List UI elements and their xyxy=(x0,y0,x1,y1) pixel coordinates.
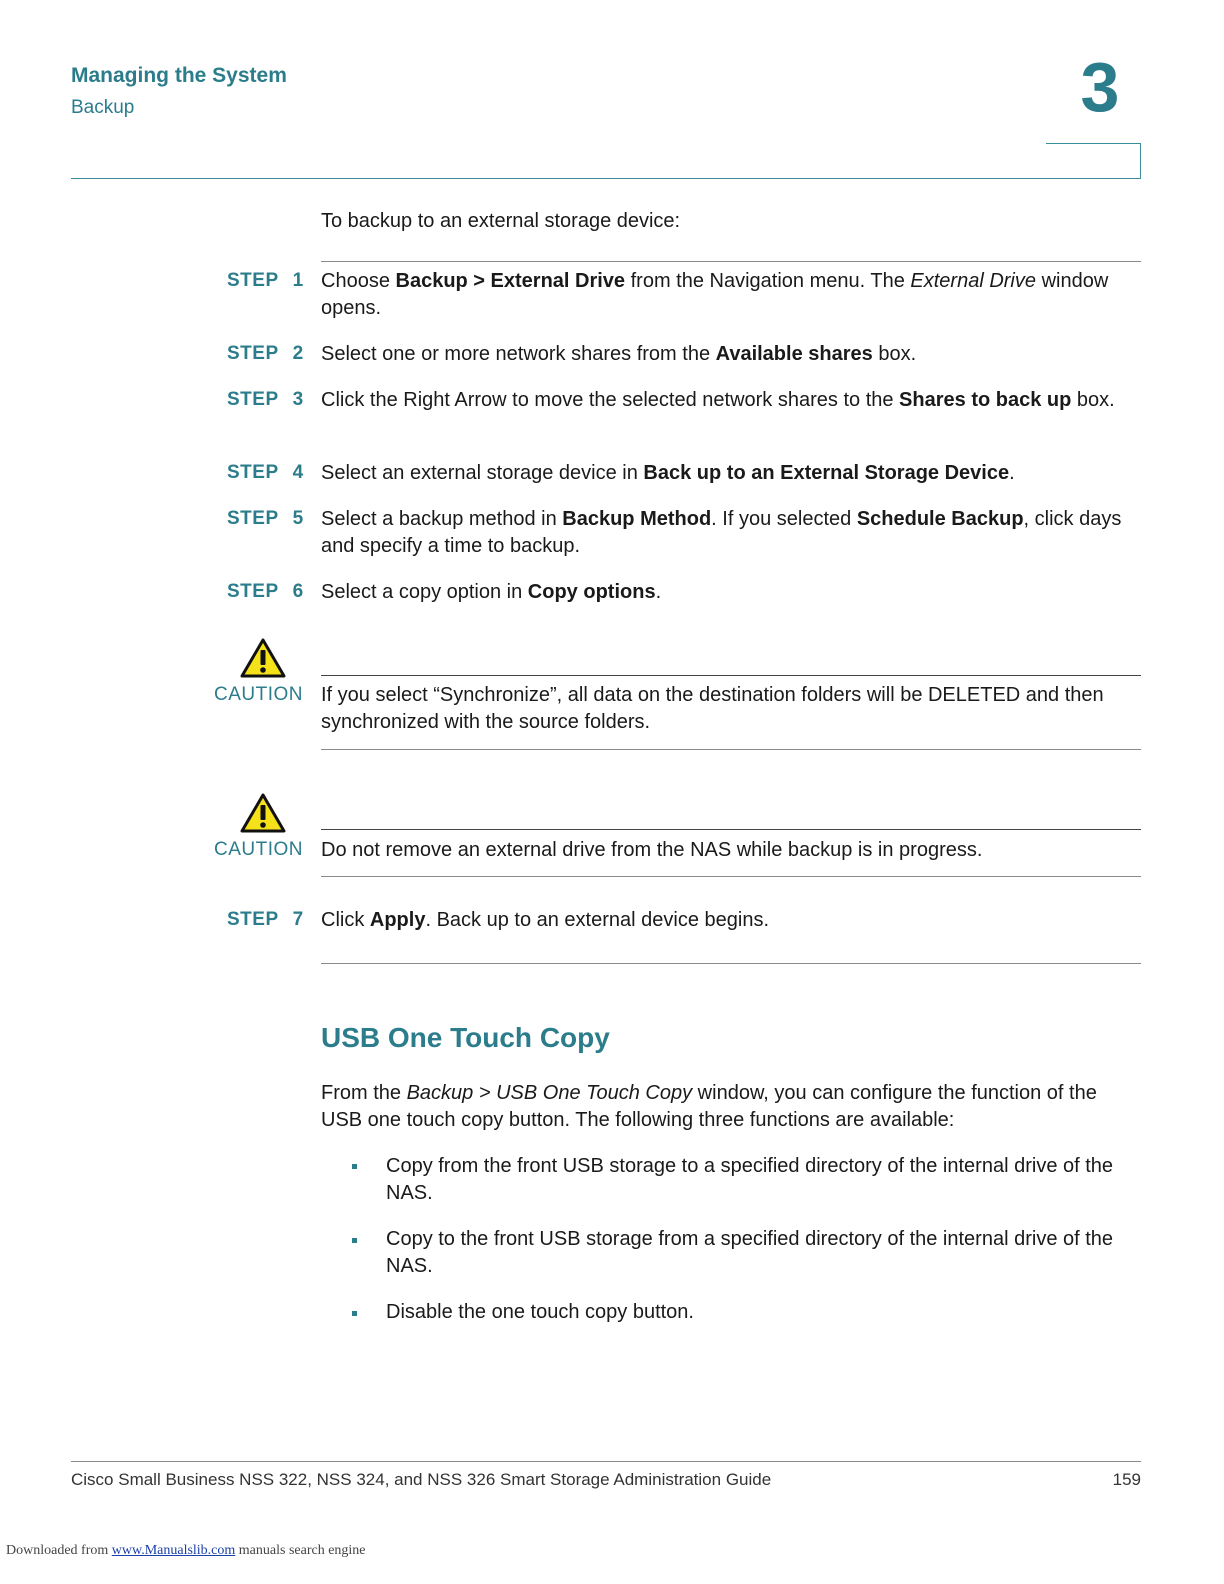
step-4-text-a: Select an external storage device in xyxy=(321,462,644,484)
step-5-text-b: . If you selected xyxy=(711,508,857,530)
step-label-4 xyxy=(227,462,304,484)
intro-text: To backup to an external storage device: xyxy=(321,210,681,232)
step-label-1 xyxy=(227,270,304,292)
step-5-text-a: Select a backup method in xyxy=(321,508,563,530)
bullet-item-2: Copy to the front USB storage from a specified directory of the internal drive of the NAS. xyxy=(386,1228,1114,1277)
header-rule xyxy=(71,178,1141,179)
usb-intro-italic: Backup > USB One Touch Copy xyxy=(406,1082,693,1104)
step-5-text-c: , click days and specify a time to backup. xyxy=(321,508,1122,557)
step-text-7 xyxy=(321,907,1141,934)
step-number: 5 xyxy=(292,508,304,529)
step-5-bold-a: Backup Method xyxy=(562,508,712,530)
steps-top-rule xyxy=(321,261,1141,262)
chapter-box-top-rule xyxy=(1046,143,1141,144)
download-note-suffix: manuals search engine xyxy=(235,1543,366,1558)
section-name: Backup xyxy=(71,97,135,118)
step-3-bold: Shares to back up xyxy=(899,389,1072,411)
usb-intro-text xyxy=(321,1080,1141,1134)
step-label-6 xyxy=(227,581,304,603)
step-text-3 xyxy=(321,387,1141,414)
footer-rule xyxy=(71,1461,1141,1462)
download-note-prefix: Downloaded from xyxy=(6,1543,112,1558)
caution-warning-icon xyxy=(240,638,286,678)
chapter-number: 3 xyxy=(1080,48,1120,126)
bullet-item-3: Disable the one touch copy button. xyxy=(386,1301,694,1323)
step-word: STEP xyxy=(227,909,279,930)
step-6-bold: Copy options xyxy=(527,581,656,603)
usb-intro-a: From the xyxy=(321,1082,407,1104)
step-1-text-c: window opens. xyxy=(321,270,1109,319)
section-title: USB One Touch Copy xyxy=(321,1022,610,1053)
step-1-text-a: Choose xyxy=(321,270,396,292)
step-7-bold: Apply xyxy=(369,909,426,931)
steps-bottom-rule xyxy=(321,963,1141,964)
step-number: 1 xyxy=(292,270,304,291)
step-number: 2 xyxy=(292,343,304,364)
usb-intro-b: window, you can configure the function of the USB one touch copy button. The following three functions are available: xyxy=(321,1082,1097,1131)
step-2-bold: Available shares xyxy=(715,343,873,365)
chapter-title: Managing the System xyxy=(71,64,287,87)
caution-label-1: CAUTION xyxy=(214,684,303,705)
manualslib-link[interactable]: www.Manualslib.com xyxy=(111,1543,236,1558)
step-3-text-a: Click the Right Arrow to move the selected network shares to the xyxy=(321,389,900,411)
step-1-bold-a: Backup > External Drive xyxy=(395,270,626,292)
bullet-item-1: Copy from the front USB storage to a specified directory of the internal drive of the NAS. xyxy=(386,1155,1114,1204)
caution-text-1: If you select “Synchronize”, all data on the destination folders will be DELETED and then synchronized with the source folders. xyxy=(321,684,1104,733)
step-number: 4 xyxy=(292,462,304,483)
caution-1-top-rule xyxy=(321,675,1141,676)
step-label-3 xyxy=(227,389,304,411)
step-label-2 xyxy=(227,343,304,365)
step-word: STEP xyxy=(227,343,279,364)
step-6-text-b: . xyxy=(655,581,662,603)
step-text-5 xyxy=(321,506,1141,560)
step-label-7 xyxy=(227,909,304,931)
step-word: STEP xyxy=(227,508,279,529)
step-word: STEP xyxy=(227,581,279,602)
step-7-text-b: . Back up to an external device begins. xyxy=(425,909,769,931)
step-1-italic: External Drive xyxy=(910,270,1037,292)
step-2-text-a: Select one or more network shares from the xyxy=(321,343,716,365)
caution-warning-icon xyxy=(240,793,286,833)
caution-1-bottom-rule xyxy=(321,749,1141,750)
caution-label-2: CAUTION xyxy=(214,839,303,860)
download-note xyxy=(6,1543,366,1559)
step-number: 3 xyxy=(292,389,304,410)
page-number: 159 xyxy=(1112,1470,1141,1489)
step-7-text-a: Click xyxy=(321,909,370,931)
step-4-text-b: . xyxy=(1009,462,1015,484)
step-text-4 xyxy=(321,460,1141,487)
step-6-text-a: Select a copy option in xyxy=(321,581,528,603)
step-text-6 xyxy=(321,579,1141,606)
step-word: STEP xyxy=(227,389,279,410)
step-1-text-b: from the Navigation menu. The xyxy=(625,270,911,292)
step-5-bold-b: Schedule Backup xyxy=(856,508,1024,530)
step-text-1 xyxy=(321,268,1141,322)
bullet-marker xyxy=(352,1238,357,1243)
step-number: 6 xyxy=(292,581,304,602)
step-word: STEP xyxy=(227,270,279,291)
step-label-5 xyxy=(227,508,304,530)
bullet-marker xyxy=(352,1164,357,1169)
step-word: STEP xyxy=(227,462,279,483)
step-2-text-b: box. xyxy=(872,343,917,365)
caution-text-2: Do not remove an external drive from the NAS while backup is in progress. xyxy=(321,839,983,861)
footer-guide-title: Cisco Small Business NSS 322, NSS 324, and NSS 326 Smart Storage Administration Guide xyxy=(71,1470,772,1489)
caution-2-top-rule xyxy=(321,829,1141,830)
step-4-bold: Back up to an External Storage Device xyxy=(643,462,1010,484)
step-number: 7 xyxy=(292,909,304,930)
caution-2-bottom-rule xyxy=(321,876,1141,877)
step-3-text-b: box. xyxy=(1071,389,1115,411)
bullet-marker xyxy=(352,1311,357,1316)
step-text-2 xyxy=(321,341,1141,368)
chapter-box-right-rule xyxy=(1140,143,1141,178)
